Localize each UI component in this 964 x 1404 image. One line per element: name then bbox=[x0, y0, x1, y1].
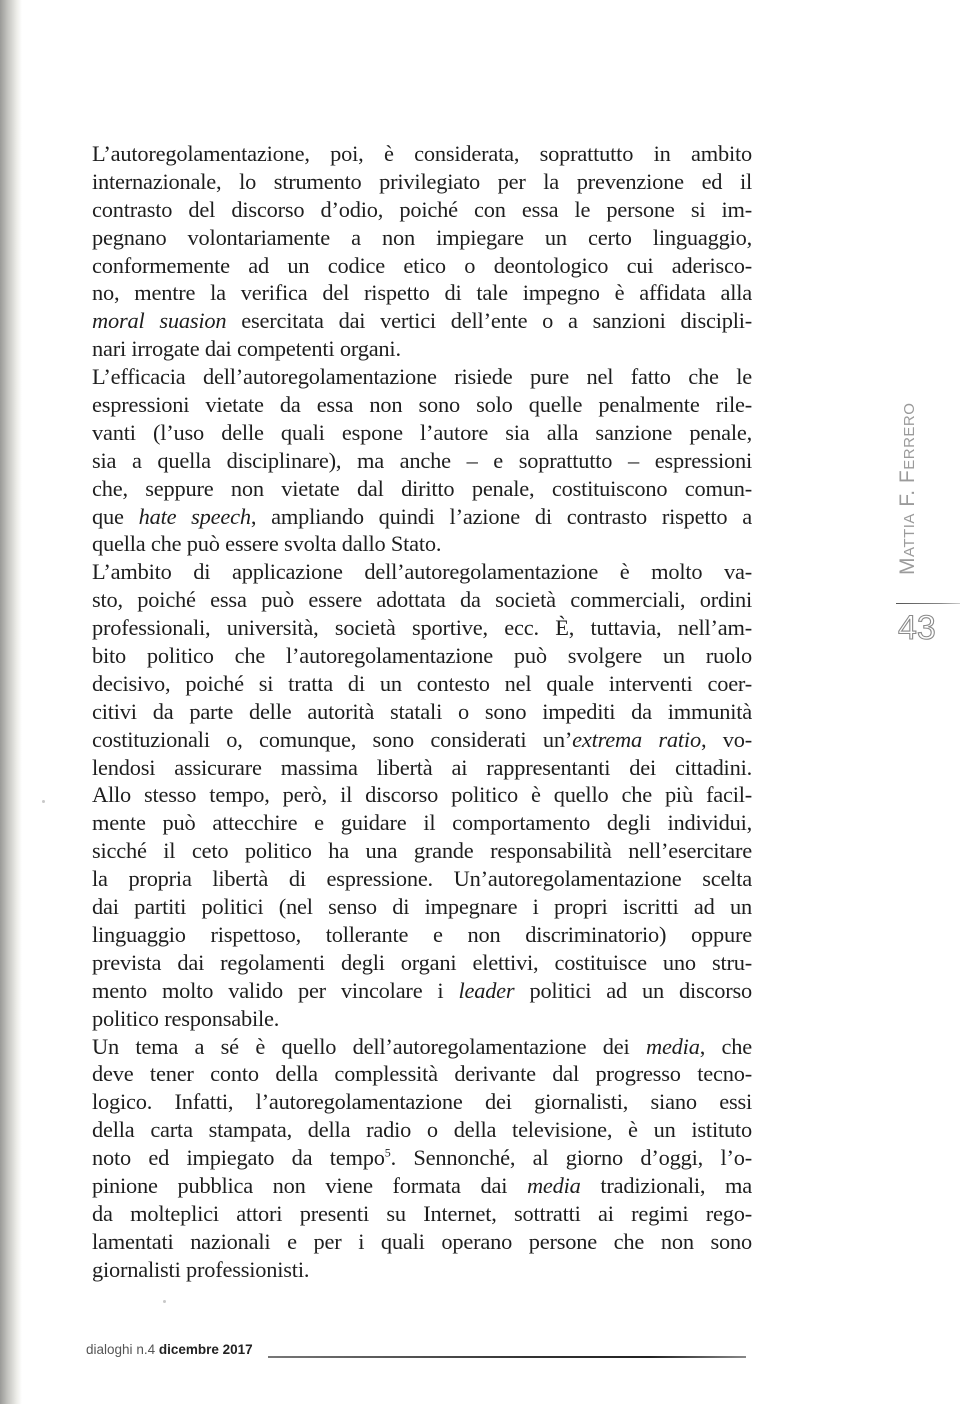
text-line: espressioni vietate da essa non sono solo quelle penalmente rile- bbox=[92, 392, 752, 418]
text-line: sia a quella disciplinare), ma anche – e soprattutto – espressioni bbox=[92, 447, 752, 473]
text-line: bito politico che l’autoregolamentazione può svolgere un ruolo bbox=[92, 643, 752, 669]
text-line: che, seppure non vietate dal diritto penale, costituiscono comun- bbox=[92, 475, 752, 501]
text-line: professionali, università, società sportive, ecc. È, tuttavia, nell’am- bbox=[92, 615, 752, 641]
text-line: da molteplici attori presenti su Internet, sottratti ai regimi rego- bbox=[92, 1200, 752, 1226]
text-line: la propria libertà di espressione. Un’autoregolamentazione scelta bbox=[92, 866, 752, 892]
footer-journal-info bbox=[86, 1342, 253, 1357]
text-line: L’ambito di applicazione dell’autoregolamentazione è molto va- bbox=[92, 559, 752, 585]
text-line: lamentati nazionali e per i quali operano persone che non sono bbox=[92, 1228, 752, 1254]
text-line: costituzionali o, comunque, sono considerati un’extrema ratio, vo- bbox=[92, 726, 753, 752]
text-line: internazionale, lo strumento privilegiato per la prevenzione ed il bbox=[92, 168, 752, 194]
page-number: 43 bbox=[898, 609, 936, 647]
text-line: giornalisti professionisti. bbox=[92, 1256, 310, 1282]
text-line: della carta stampata, della radio o della televisione, è un istituto bbox=[92, 1117, 752, 1143]
text-line: noto ed impiegato da tempo$^5$. Sennonché, al giorno d’oggi, l’o- bbox=[92, 1145, 752, 1171]
running-author-name: MATTIA F. FERRERO bbox=[896, 402, 919, 575]
text-line: quella che può essere svolta dallo Stato. bbox=[92, 531, 442, 557]
italic-term: media bbox=[526, 1172, 581, 1198]
text-line: pegnano volontariamente a non impiegare un certo linguaggio, bbox=[92, 224, 752, 250]
paragraph-2 bbox=[92, 363, 752, 558]
issue-date: dicembre 2017 bbox=[158, 1342, 253, 1357]
paragraph-4 bbox=[92, 1033, 752, 1284]
text-line: conformemente ad un codice etico o deontologico cui aderisco- bbox=[92, 252, 752, 278]
page-gutter-shadow bbox=[0, 0, 22, 1404]
text-line: no, mentre la verifica del rispetto di tale impegno è affidata alla bbox=[92, 280, 752, 306]
footnote-ref[interactable]: 5 bbox=[384, 1145, 391, 1160]
italic-term: leader bbox=[458, 977, 515, 1003]
text-line: sicché il ceto politico ha una grande responsabilità nell’esercitare bbox=[92, 838, 752, 864]
text-line: citivi da parte delle autorità statali o sono impediti da immunità bbox=[92, 698, 752, 724]
text-line: mente può attecchire e guidare il comportamento degli individui, bbox=[92, 810, 752, 836]
text-line: politico responsabile. bbox=[92, 1005, 280, 1031]
issue-number: n.4 bbox=[136, 1342, 156, 1357]
page-number-rule bbox=[896, 603, 960, 604]
text-line: que hate speech, ampliando quindi l’azione di contrasto rispetto a bbox=[92, 503, 752, 529]
paragraph-1 bbox=[92, 140, 752, 363]
text-line: L’efficacia dell’autoregolamentazione risiede pure nel fatto che le bbox=[92, 364, 752, 390]
text-line: Un tema a sé è quello dell’autoregolamentazione dei media, che bbox=[92, 1033, 752, 1059]
footer-rule bbox=[268, 1356, 746, 1358]
text-line: prevista dai regolamenti degli organi elettivi, costituisce uno stru- bbox=[92, 949, 752, 975]
italic-term: hate speech bbox=[138, 503, 251, 529]
italic-term: extrema ratio bbox=[572, 726, 701, 752]
text-line: contrasto del discorso d’odio, poiché con essa le persone si im- bbox=[92, 196, 752, 222]
text-line: logico. Infatti, l’autoregolamentazione dei giornalisti, siano essi bbox=[92, 1089, 752, 1115]
italic-term: media bbox=[645, 1033, 700, 1059]
text-line: nari irrogate dai competenti organi. bbox=[92, 336, 401, 362]
paragraph-3 bbox=[92, 558, 752, 1032]
text-line: L’autoregolamentazione, poi, è considerata, soprattutto in ambito bbox=[92, 141, 752, 166]
text-line: decisivo, poiché si tratta di un contesto nel quale interventi coer- bbox=[92, 670, 752, 696]
text-line: lendosi assicurare massima libertà ai rappresentanti dei cittadini. bbox=[92, 754, 752, 780]
text-line: linguaggio rispettoso, tollerante e non discriminatorio) oppure bbox=[92, 921, 752, 947]
text-line: Allo stesso tempo, però, il discorso politico è quello che più facil- bbox=[92, 782, 752, 808]
article-body bbox=[92, 140, 752, 1284]
text-line: vanti (l’uso delle quali espone l’autore sia alla sanzione penale, bbox=[92, 419, 752, 445]
scan-speck bbox=[42, 800, 45, 803]
text-line: sto, poiché essa può essere adottata da società commerciali, ordini bbox=[92, 587, 752, 613]
text-line: dai partiti politici (nel senso di impegnare i propri iscritti ad un bbox=[92, 894, 752, 920]
scan-speck bbox=[163, 1300, 166, 1303]
text-line: moral suasion esercitata dai vertici dell’ente o a sanzioni discipli- bbox=[92, 308, 753, 334]
text-line: pinione pubblica non viene formata dai media tradizionali, ma bbox=[92, 1172, 752, 1198]
italic-term: moral suasion bbox=[92, 308, 227, 334]
journal-name: dialoghi bbox=[86, 1342, 133, 1357]
text-line: deve tener conto della complessità derivante dal progresso tecno- bbox=[92, 1061, 752, 1087]
text-line: mento molto valido per vincolare i leader politici ad un discorso bbox=[92, 977, 752, 1003]
